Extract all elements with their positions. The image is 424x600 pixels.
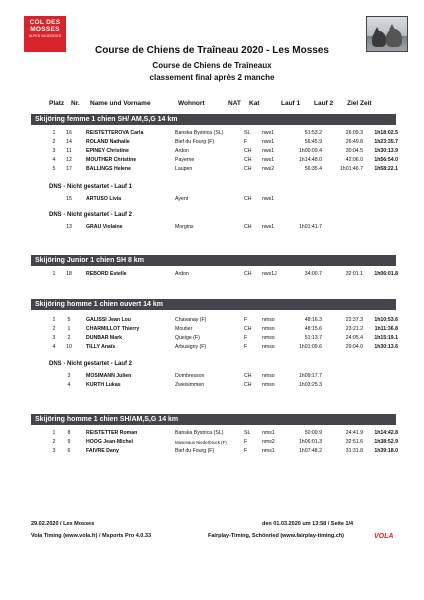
- page-subtitle-2: classement final après 2 manche: [149, 73, 275, 82]
- result-row: 13 GRAU Violaine Morgins CH nws1 1h01:41.7: [66, 224, 322, 230]
- result-row: 3 2 DUNBAR Mark Queige (F) F nmso 51:13.7 24:05.4 1h15:19.1: [52, 335, 398, 341]
- dns-label: DNS - Nicht gestartet - Lauf 2: [49, 212, 133, 218]
- result-row: 2 9 HOOG Jean-Michel Masevaux Niederbruck (F) F nms2 1h06:01.3 32:51.6 1h38:52.9: [52, 439, 398, 445]
- result-row: 1 8 REISTETTER Roman Banska Bystrica (SL) SL nms1 50:00.9 24:41.9 1h14:42.8: [52, 430, 398, 436]
- result-row: 3 MOSIMANN Julien Dombresson CH nmso 1h09:17.7: [67, 373, 322, 379]
- result-row: 2 1 CHARMILLOT Thierry Moutier CH nmso 48:15.6 23:21.2 1h11:36.8: [52, 326, 398, 332]
- vola-logo: VOLA: [374, 533, 394, 540]
- page-subtitle: Course de Chiens de Traîneaux: [152, 61, 272, 70]
- footer-vola: Vola Timing (www.vola.fr) / Msports Pro 4.0.33: [31, 533, 152, 539]
- footer-date: 29.02.2020 / Les Mosses: [31, 521, 95, 527]
- result-row: 1 5 GALISSI Jean Lou Chavanay (F) F nmso 48:16.3 22:37.3 1h10:53.6: [52, 317, 398, 323]
- section-header: Skijöring femme 1 chien SH/ AM,S,G 14 km: [31, 114, 396, 125]
- col-nat: NAT: [228, 100, 241, 107]
- result-row: 3 6 FAIVRE Dany Bief du Fourg (F) F nms1 1h07:48.2 31:31.8 1h39:18.0: [52, 448, 398, 454]
- result-row: 4 10 TILLY Anaïs Arbusigny (F) F nmso 1h01:09.6 29:04.0 1h30:13.6: [52, 344, 398, 350]
- dns-label: DNS - Nicht gestartet - Lauf 2: [49, 361, 133, 367]
- result-row: 5 17 BALLINGS Helene Laupen CH nws2 56:35.4 1h01:46.7 1h58:22.1: [52, 166, 398, 172]
- col-nr: Nr.: [71, 100, 80, 107]
- dns-label: DNS - Nicht gestartet - Lauf 1: [49, 184, 133, 190]
- result-row: 4 KURTH Lukas Zweisimmen CH nmso 1h03:25.3: [67, 382, 322, 388]
- result-row: 1 18 REBORD Estelle Ardon CH nws1J 34:00.7 32:01.1 1h06:01.8: [52, 271, 398, 277]
- col-lauf1: Lauf 1: [281, 100, 301, 107]
- col-name: Name und Vorname: [90, 100, 151, 107]
- footer-printed: den 01.03.2020 um 13:58 / Seite 1/4: [262, 521, 354, 527]
- section-header: Skijöring homme 1 chien ouvert 14 km: [31, 299, 396, 310]
- col-kat: Kat: [249, 100, 260, 107]
- result-row: 2 14 ROLAND Nathalie Bief du Fourg (F) F nws1 56:45.9 26:49.8 1h23:35.7: [52, 139, 398, 145]
- result-row: 4 12 MOUTHER Christine Payerne CH nws1 1h14:48.0 42:06.0 1h56:54.0: [52, 157, 398, 163]
- result-row: 1 16 REISTETTEROVA Carla Banska Bystrica (SL) SL nws1 51:53.2 26:09.3 1h18:02.5: [52, 130, 398, 136]
- col-zeit: Ziel Zeit: [347, 100, 372, 107]
- col-des-mosses-logo: COL DES MOSSES ALPES VAUDOISES: [24, 16, 66, 52]
- page-title: Course de Chiens de Traîneau 2020 - Les Mosses: [95, 45, 329, 56]
- result-row: 3 11 EPINEY Christine Ardon CH nws1 1h00:09.4 30:04.5 1h30:13.9: [52, 148, 398, 154]
- footer-fairplay: Fairplay-Timing, Schönried (www.fairplay-timing.ch): [208, 533, 344, 539]
- col-wohnort: Wohnort: [178, 100, 205, 107]
- result-row: 15 ARTUSO Livia Ayent CH nws1: [66, 196, 275, 202]
- section-header: Skijöring homme 1 chien SH/AM,S,G 14 km: [31, 414, 396, 425]
- section-header: Skijöring Junior 1 chien SH 8 km: [31, 255, 396, 266]
- col-lauf2: Lauf 2: [314, 100, 334, 107]
- col-platz: Platz: [49, 100, 65, 107]
